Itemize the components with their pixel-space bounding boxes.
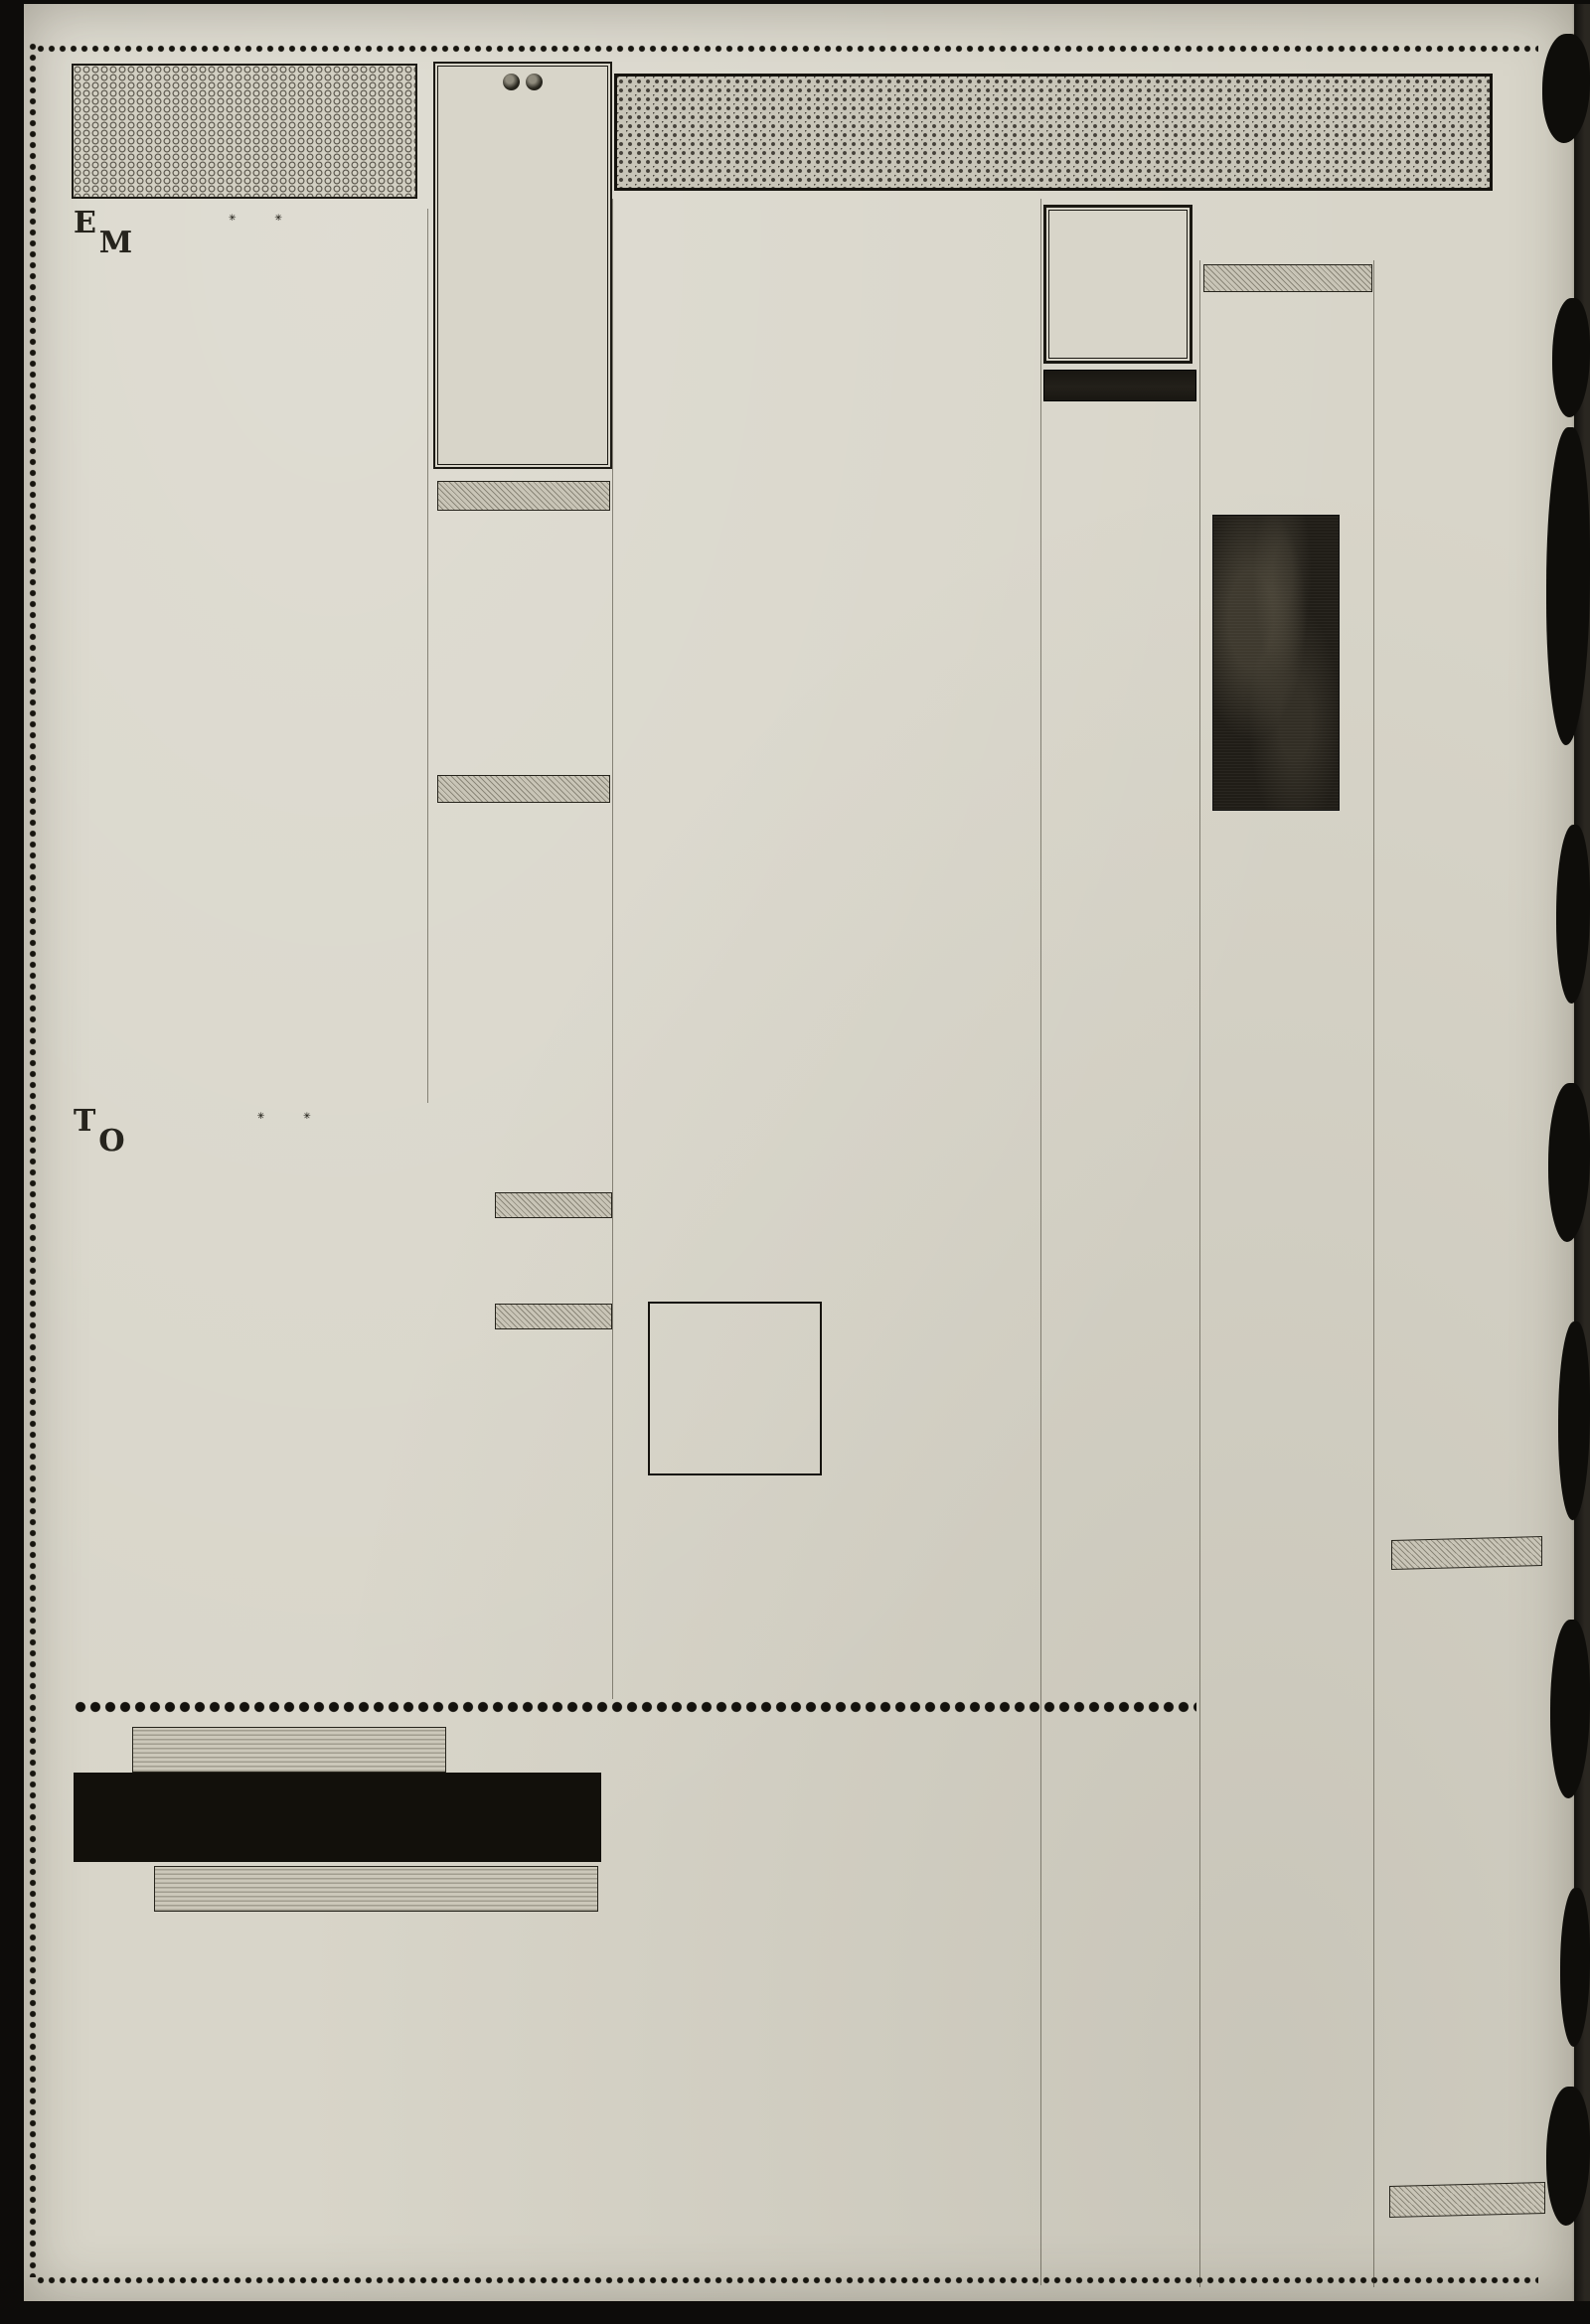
column-rule	[1373, 260, 1374, 2287]
philosophy-section-header	[495, 1192, 612, 1218]
crossword-grid[interactable]	[648, 1302, 822, 1475]
photography-body	[1377, 1598, 1544, 1802]
exhibitions-header	[1391, 1536, 1542, 1570]
spectacles-header	[1043, 370, 1196, 401]
column-title-box	[72, 64, 417, 199]
state-theater-body	[1203, 1401, 1370, 2122]
page-banner	[614, 74, 1493, 191]
chain-border-left	[26, 42, 41, 2277]
column-rule	[612, 199, 613, 1699]
opera-fragment	[1377, 2079, 1544, 2178]
problem-section-header	[495, 1304, 612, 1329]
serial-column-2	[616, 1721, 855, 2291]
left-article-part2	[74, 1107, 487, 1659]
charming-show-body	[1377, 767, 1544, 1532]
not-held-body	[1203, 1101, 1370, 1172]
crossword-clues-horizontal	[616, 1486, 863, 1699]
theater-listings	[1043, 407, 1194, 745]
drop-cap: Ε	[74, 209, 96, 240]
anecdote-section-header	[437, 775, 610, 803]
masthead-box	[433, 62, 612, 469]
poem-body	[437, 539, 610, 737]
lectures-header	[1389, 2182, 1545, 2218]
article-column-2	[829, 387, 1039, 1246]
venice-body	[1377, 1828, 1544, 2073]
photo-caption	[1203, 815, 1370, 864]
chain-border-top	[36, 42, 1538, 57]
dotted-divider	[74, 1701, 1196, 1713]
philosophy-body	[495, 1240, 610, 1300]
serial-column-3	[867, 1721, 1039, 2291]
continued-column-fragment	[1377, 260, 1544, 326]
drop-cap: Τ	[74, 1107, 96, 1139]
cinema-listings-b	[1043, 1496, 1194, 1695]
serial-column-1	[74, 1936, 592, 2293]
emblem-icon	[526, 74, 543, 90]
asia-minor-body	[1043, 1824, 1194, 2281]
column-rule	[1040, 199, 1041, 2285]
problem-body	[495, 1351, 610, 1518]
drop-cap: Μ	[98, 226, 133, 260]
star-separator: ✳ ✳	[256, 1112, 329, 1122]
serial-headline-band	[74, 1773, 601, 1862]
theaters-section-header	[1203, 264, 1372, 292]
star-separator: ✳ ✳	[228, 214, 300, 224]
crossword-right-block	[874, 1486, 1039, 1699]
cinema-listings-winter	[1043, 1157, 1194, 1469]
lively-movement-body	[1203, 318, 1370, 509]
cinema-listings-a	[1043, 809, 1194, 1133]
emblem-icon	[503, 74, 520, 90]
stage-photo	[1212, 515, 1340, 811]
poetry-section-header	[437, 481, 610, 511]
serial-subtitle-band	[154, 1866, 598, 1912]
new-theater-body	[1377, 574, 1544, 743]
left-article-part1	[74, 209, 429, 1103]
column-rule	[1199, 260, 1200, 2287]
cia-revue-body	[1203, 868, 1370, 1079]
calendar-box	[1043, 205, 1192, 364]
drop-cap: Ο	[98, 1124, 125, 1159]
serial-kicker-band	[132, 1727, 446, 1773]
lecture-body	[1377, 2240, 1546, 2291]
will-not-direct-body	[1203, 2146, 1370, 2285]
article-column-1	[616, 387, 817, 1246]
masthead-logo	[441, 74, 604, 90]
grants-body	[1203, 1196, 1370, 1377]
revue-body	[1377, 350, 1544, 550]
crossword-clues-vertical	[840, 1284, 1039, 1480]
